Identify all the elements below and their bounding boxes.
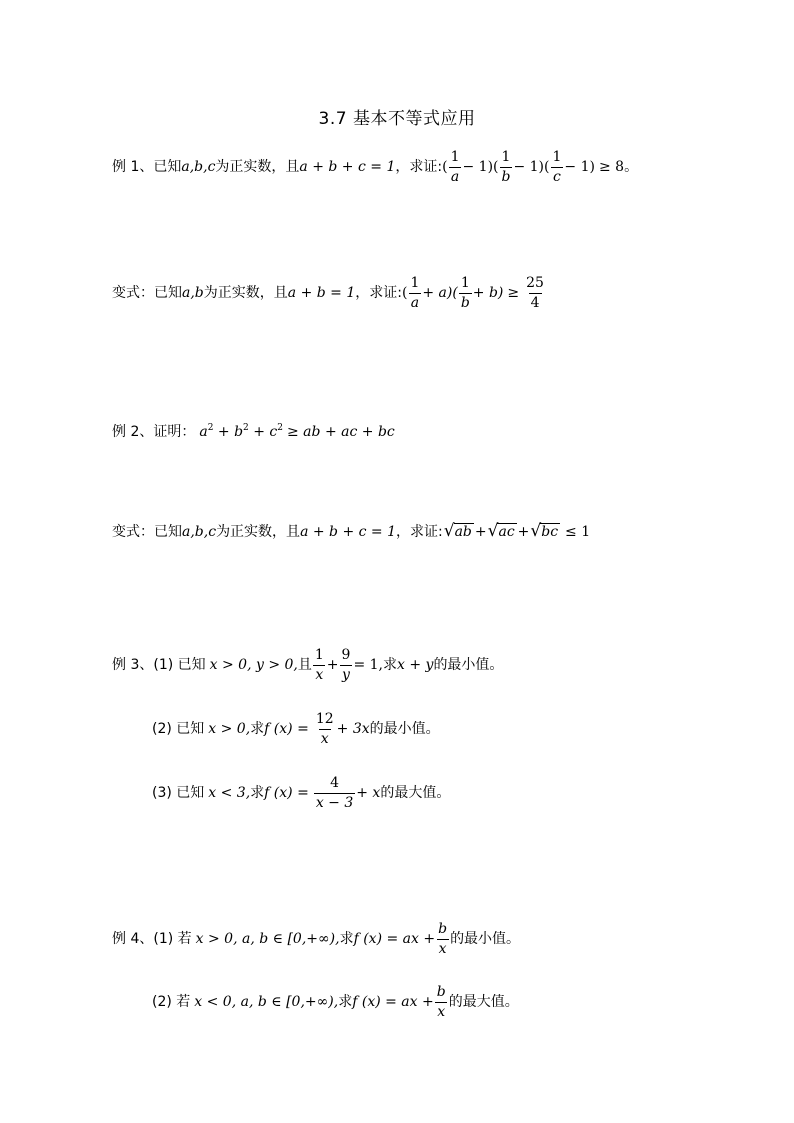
fraction-b-over-x: $\frac{b}{x}$ — [438, 921, 448, 957]
variant-2-rhs: ≤ 1 — [565, 523, 591, 540]
example-4-part-2-condition: x < 0, a, b ∈ [0,+∞), — [194, 994, 339, 1011]
example-4-part-2-max: 的最大值。 — [448, 994, 519, 1011]
fraction-1-over-b: $\frac{1}{b}$ — [460, 275, 470, 311]
example-3-part-2-label: (2) 已知 — [152, 721, 205, 738]
fraction-12-over-x: $\frac{12}{x}$ — [315, 711, 334, 747]
variant-2-vars: a,b,c — [182, 523, 217, 540]
example-3-part-3-find: 求 — [250, 785, 265, 802]
example-4-find: 求 — [339, 931, 354, 948]
example-3-find: 求 — [383, 657, 397, 674]
example-3-part-2-function: f (x) = — [264, 721, 309, 738]
example-3-part-2-find: 求 — [250, 721, 265, 738]
example-1-vars: a,b,c — [181, 159, 216, 176]
example-1-text: 为正实数，且 — [215, 159, 300, 176]
sqrt-ac: √ ac — [487, 521, 515, 541]
example-3-part-3 — [152, 776, 450, 810]
variant-2-condition: a + b + c = 1 — [300, 523, 397, 540]
example-3-min: 的最小值。 — [433, 657, 504, 674]
fraction-4-over-x-minus-3: $\frac{4}{x - 3}$ — [315, 775, 354, 811]
sqrt-ab: √ ab — [443, 521, 472, 541]
example-3-part-2-min: 的最小值。 — [369, 721, 440, 738]
example-3-part-3-label: (3) 已知 — [152, 785, 205, 802]
example-3-part-3-function: f (x) = — [264, 785, 309, 802]
example-3-part-1: 例 3、(1) 已知 x > 0, y > 0, 且 $\frac{1}{x}$ + $\frac{9}{y}$ = 1, 求 x + y 的最小值。 — [112, 647, 504, 683]
example-4-part-1 — [112, 922, 520, 956]
example-2-label: 例 2、证明： — [112, 423, 196, 440]
variant-2: 变式：已知 a,b,c 为正实数，且 a + b + c = 1 ，求证: √ ab + √ ac + √ bc ≤ 1 — [112, 521, 591, 541]
example-3-part-2-condition: x > 0, — [208, 721, 251, 738]
example-2 — [112, 424, 395, 439]
example-4-condition: x > 0, a, b ∈ [0,+∞), — [195, 931, 340, 948]
example-1-label: 例 1、已知 — [112, 159, 182, 176]
example-3-part-3-tail: + x — [356, 785, 381, 802]
example-4-part-2-function: f (x) = ax + — [352, 994, 434, 1011]
page-title: 3.7 基本不等式应用 — [318, 109, 476, 129]
variant-2-label: 变式：已知 — [112, 523, 182, 540]
fraction-1-over-a: $\frac{1}{a}$ — [410, 275, 420, 311]
variant-1-prove: ，求证: — [355, 285, 402, 302]
example-2-rhs: ≥ ab + ac + bc — [287, 423, 395, 440]
example-4-part-2-label: (2) 若 — [152, 994, 191, 1011]
variant-2-prove: ，求证: — [396, 523, 443, 540]
example-3-part-2 — [152, 712, 440, 746]
example-3-expr: x + y — [397, 657, 434, 674]
example-1-end: 。 — [624, 159, 639, 176]
example-4-part-2-find: 求 — [338, 994, 353, 1011]
example-3-part-3-max: 的最大值。 — [380, 785, 451, 802]
example-3-part-2-tail: + 3x — [336, 721, 370, 738]
example-3-and: 且 — [297, 657, 312, 674]
fraction-1-over-c: $\frac{1}{c}$ — [552, 149, 562, 185]
example-2-lhs: $a^2 + b^2 + c^2$ — [199, 423, 283, 440]
variant-1-text: 为正实数，且 — [203, 285, 288, 302]
variant-1-label: 变式：已知 — [112, 285, 182, 302]
example-1: 例 1、已知 a,b,c 为正实数，且 a + b + c = 1 ，求证: ( $\frac{1}{a}$ − 1)( $\frac{1}{b}$ − 1)( $\frac{1}{c}$ − 1) ≥ 8 。 — [112, 149, 639, 185]
example-1-rhs: ≥ 8 — [598, 159, 625, 176]
example-1-prove: ，求证: — [395, 159, 443, 176]
example-3-condition: x > 0, y > 0, — [209, 657, 298, 674]
example-4-min: 的最小值。 — [450, 931, 521, 948]
example-4-label: 例 4、(1) 若 — [112, 931, 192, 948]
fraction-1-over-b: $\frac{1}{b}$ — [501, 149, 511, 185]
example-4-part-2 — [152, 985, 519, 1019]
example-1-condition: a + b + c = 1 — [299, 159, 396, 176]
fraction-1-over-x: $\frac{1}{x}$ — [314, 647, 324, 683]
example-3-label: 例 3、(1) 已知 — [112, 657, 206, 674]
fraction-25-over-4: $\frac{25}{4}$ — [526, 275, 544, 311]
sqrt-bc: √ bc — [530, 521, 559, 541]
variant-1-vars: a,b — [182, 285, 204, 302]
example-3-part-3-condition: x < 3, — [208, 785, 251, 802]
fraction-b-over-x: $\frac{b}{x}$ — [436, 984, 446, 1020]
example-4-function: f (x) = ax + — [353, 931, 436, 948]
variant-1-condition: a + b = 1 — [287, 285, 356, 302]
fraction-1-over-a: $\frac{1}{a}$ — [450, 149, 460, 185]
fraction-9-over-y: $\frac{9}{y}$ — [341, 647, 351, 683]
variant-2-text: 为正实数，且 — [216, 523, 301, 540]
variant-1: 变式：已知 a,b 为正实数，且 a + b = 1 ，求证: ( $\frac{1}{a}$ + a)( $\frac{1}{b}$ + b) ≥ $\frac{25}{4}$ — [112, 275, 544, 311]
example-3-eq: = 1, — [353, 657, 383, 674]
